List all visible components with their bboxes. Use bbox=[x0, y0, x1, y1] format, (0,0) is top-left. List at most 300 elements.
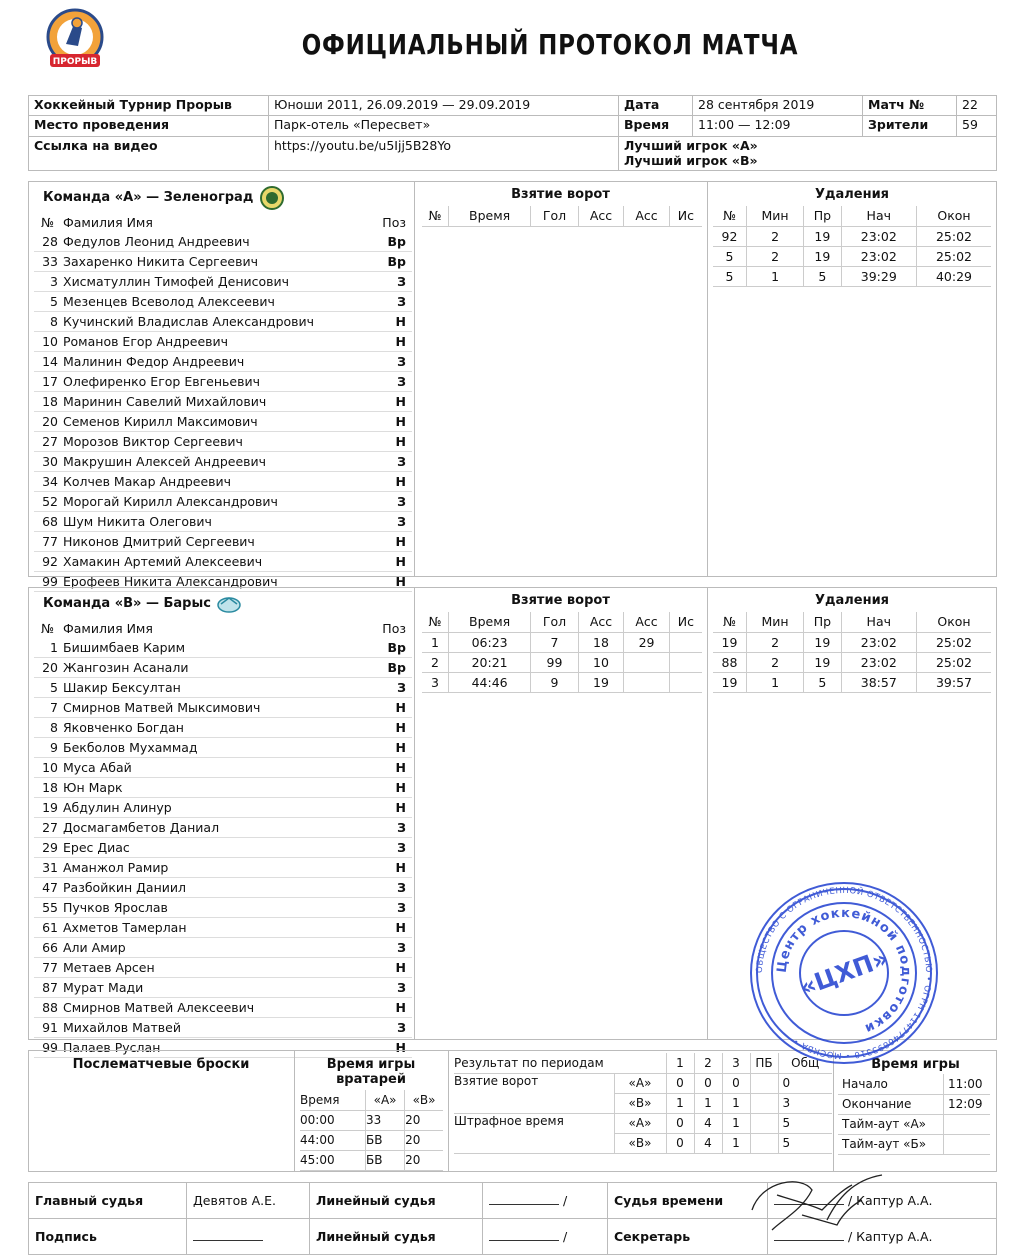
player-row bbox=[34, 292, 412, 312]
table-cell: 25:02 bbox=[917, 226, 991, 246]
player-name: Шакир Бексултан bbox=[60, 678, 379, 698]
player-position: Н bbox=[379, 572, 412, 592]
player-name: Бекболов Мухаммад bbox=[60, 738, 379, 758]
table-cell bbox=[624, 672, 670, 692]
team-b-penalties-title: Удаления bbox=[814, 593, 890, 608]
match-number-label: Матч № bbox=[863, 96, 957, 116]
roster-header-number: № bbox=[40, 215, 54, 230]
table-cell: 19 bbox=[804, 632, 841, 652]
period-value: 4 bbox=[694, 1113, 722, 1133]
table-cell: 7 bbox=[531, 632, 578, 652]
game-time-title: Время игры bbox=[871, 1057, 960, 1072]
column-header: Гол bbox=[531, 612, 578, 632]
player-number: 9 bbox=[34, 738, 60, 758]
head-referee-value: Девятов А.Е. bbox=[187, 1183, 310, 1219]
player-row bbox=[34, 658, 412, 678]
goalie-row bbox=[300, 1110, 443, 1130]
player-name: Семенов Кирилл Максимович bbox=[60, 412, 379, 432]
period-value: 0 bbox=[778, 1073, 832, 1093]
table-cell: 29 bbox=[624, 632, 670, 652]
team-b-logo bbox=[216, 594, 242, 617]
player-number: 30 bbox=[34, 452, 60, 472]
column-header: № bbox=[422, 612, 448, 632]
player-name: Морогай Кирилл Александрович bbox=[60, 492, 379, 512]
player-position: З bbox=[379, 292, 412, 312]
player-row bbox=[34, 858, 412, 878]
player-row bbox=[34, 232, 412, 252]
time-label: Время bbox=[619, 116, 693, 136]
player-number: 27 bbox=[34, 818, 60, 838]
table-cell: 5 bbox=[713, 246, 746, 266]
player-number: 52 bbox=[34, 492, 60, 512]
game-time-label: Окончание bbox=[838, 1094, 943, 1114]
player-name: Никонов Дмитрий Сергеевич bbox=[60, 532, 379, 552]
period-value bbox=[750, 1073, 778, 1093]
player-name: Федулов Леонид Андреевич bbox=[60, 232, 379, 252]
player-number: 20 bbox=[34, 658, 60, 678]
stamp-outer-text: ОБЩЕСТВО С ОГРАНИЧЕННОЙ ОТВЕТСТВЕННОСТЬЮ • ОГРН 1147746893310 • МОСКВА • bbox=[754, 885, 934, 1061]
page-title: ОФИЦИАЛЬНЫЙ ПРОТОКОЛ МАТЧА bbox=[301, 28, 799, 61]
player-position: Н bbox=[379, 1038, 412, 1058]
player-number: 88 bbox=[34, 998, 60, 1018]
table-cell: 5 bbox=[804, 672, 841, 692]
team-a-penalties-table bbox=[713, 206, 991, 287]
player-name: Хамакин Артемий Алексеевич bbox=[60, 552, 379, 572]
table-cell: 5 bbox=[804, 266, 841, 286]
handwritten-signature bbox=[742, 1170, 892, 1243]
table-cell: 39:57 bbox=[917, 672, 991, 692]
period-value bbox=[750, 1113, 778, 1133]
game-time-value: 11:00 bbox=[943, 1074, 990, 1094]
match-info-table bbox=[28, 95, 997, 171]
goals-header-row bbox=[422, 612, 702, 632]
player-row bbox=[34, 738, 412, 758]
team-marker: «А» bbox=[614, 1113, 666, 1133]
period-header: 1 bbox=[666, 1053, 694, 1073]
team-b-title: Команда «В» — Барыс bbox=[43, 596, 211, 611]
table-cell: 25:02 bbox=[917, 632, 991, 652]
player-position: Н bbox=[379, 698, 412, 718]
table-cell: «В» bbox=[405, 1090, 443, 1110]
player-number: 18 bbox=[34, 392, 60, 412]
table-cell: 19 bbox=[804, 226, 841, 246]
goalie-time-table bbox=[300, 1090, 443, 1171]
table-cell: 23:02 bbox=[841, 632, 916, 652]
head-referee-label: Главный судья bbox=[29, 1183, 187, 1219]
column-header: Ис bbox=[669, 206, 702, 226]
table-cell: 9 bbox=[531, 672, 578, 692]
player-row bbox=[34, 532, 412, 552]
player-number: 10 bbox=[34, 758, 60, 778]
player-number: 77 bbox=[34, 532, 60, 552]
table-cell: 38:57 bbox=[841, 672, 916, 692]
player-row bbox=[34, 678, 412, 698]
video-link[interactable]: https://youtu.be/u5Ijj5B28Yo bbox=[269, 136, 619, 170]
column-header: Окон bbox=[917, 206, 991, 226]
table-cell: 20 bbox=[405, 1150, 443, 1170]
player-name: Малинин Федор Андреевич bbox=[60, 352, 379, 372]
official-stamp bbox=[748, 880, 940, 1069]
player-position: Н bbox=[379, 532, 412, 552]
player-name: Макрушин Алексей Андреевич bbox=[60, 452, 379, 472]
player-number: 17 bbox=[34, 372, 60, 392]
player-number: 10 bbox=[34, 332, 60, 352]
player-row bbox=[34, 758, 412, 778]
period-value: 5 bbox=[778, 1113, 832, 1133]
period-value: 5 bbox=[778, 1133, 832, 1153]
penalty-row bbox=[713, 632, 991, 652]
column-header: Мин bbox=[746, 206, 803, 226]
player-number: 99 bbox=[34, 1038, 60, 1058]
table-cell: 2 bbox=[746, 652, 803, 672]
penalties-header-row bbox=[713, 612, 991, 632]
player-position: Н bbox=[379, 412, 412, 432]
player-position: Н bbox=[379, 472, 412, 492]
stamp-ring-text: Центр хоккейной подготовки bbox=[774, 905, 914, 1037]
penalties-header-row bbox=[713, 206, 991, 226]
column-header: Асс bbox=[578, 612, 624, 632]
player-name: Романов Егор Андреевич bbox=[60, 332, 379, 352]
player-position: З bbox=[379, 818, 412, 838]
player-position: Н bbox=[379, 312, 412, 332]
svg-text:ПРОРЫВ: ПРОРЫВ bbox=[52, 57, 98, 67]
table-cell bbox=[624, 652, 670, 672]
player-row bbox=[34, 552, 412, 572]
player-number: 34 bbox=[34, 472, 60, 492]
player-number: 8 bbox=[34, 312, 60, 332]
player-row bbox=[34, 332, 412, 352]
linesman-2-label: Линейный судья bbox=[310, 1219, 483, 1255]
player-name: Палаев Руслан bbox=[60, 1038, 379, 1058]
player-row bbox=[34, 432, 412, 452]
game-time-label: Тайм-аут «Б» bbox=[838, 1134, 943, 1154]
player-row bbox=[34, 958, 412, 978]
table-cell: 19 bbox=[804, 652, 841, 672]
player-row bbox=[34, 918, 412, 938]
period-row bbox=[454, 1113, 832, 1133]
period-header: Общ bbox=[778, 1053, 832, 1073]
player-number: 31 bbox=[34, 858, 60, 878]
player-name: Михайлов Матвей bbox=[60, 1018, 379, 1038]
period-value: 0 bbox=[666, 1133, 694, 1153]
player-name: Хисматуллин Тимофей Денисович bbox=[60, 272, 379, 292]
period-header: 2 bbox=[694, 1053, 722, 1073]
player-name: Досмагамбетов Даниал bbox=[60, 818, 379, 838]
player-position: З bbox=[379, 978, 412, 998]
table-cell: Время bbox=[300, 1090, 366, 1110]
player-position: З bbox=[379, 938, 412, 958]
player-number: 29 bbox=[34, 838, 60, 858]
player-position: З bbox=[379, 512, 412, 532]
column-header: Окон bbox=[917, 612, 991, 632]
table-cell: 25:02 bbox=[917, 246, 991, 266]
player-name: Ахметов Тамерлан bbox=[60, 918, 379, 938]
player-number: 5 bbox=[34, 292, 60, 312]
player-number: 99 bbox=[34, 572, 60, 592]
table-cell: 99 bbox=[531, 652, 578, 672]
player-number: 87 bbox=[34, 978, 60, 998]
goal-row bbox=[422, 672, 702, 692]
player-name: Метаев Арсен bbox=[60, 958, 379, 978]
player-position: З bbox=[379, 452, 412, 472]
table-cell: 23:02 bbox=[841, 246, 916, 266]
team-marker: «В» bbox=[614, 1093, 666, 1113]
goal-row bbox=[422, 652, 702, 672]
team-b-goals-table bbox=[422, 612, 702, 693]
penalty-row bbox=[713, 266, 991, 286]
goalie-row bbox=[300, 1130, 443, 1150]
table-cell: 00:00 bbox=[300, 1110, 366, 1130]
team-a-logo bbox=[260, 186, 284, 213]
periods-title: Результат по периодам bbox=[454, 1053, 666, 1073]
period-value: 1 bbox=[722, 1113, 750, 1133]
player-position: Н bbox=[379, 392, 412, 412]
table-cell: 20 bbox=[405, 1110, 443, 1130]
penalty-row bbox=[713, 672, 991, 692]
column-header: Время bbox=[448, 612, 530, 632]
player-name: Колчев Макар Андреевич bbox=[60, 472, 379, 492]
player-name: Мурат Мади bbox=[60, 978, 379, 998]
roster-header-name: Фамилия Имя bbox=[63, 215, 153, 230]
player-position: Н bbox=[379, 998, 412, 1018]
column-header: Мин bbox=[746, 612, 803, 632]
period-value: 0 bbox=[666, 1073, 694, 1093]
player-row bbox=[34, 778, 412, 798]
tournament-label: Хоккейный Турнир Прорыв bbox=[29, 96, 269, 116]
player-name: Смирнов Матвей Алексеевич bbox=[60, 998, 379, 1018]
team-a-roster bbox=[34, 213, 412, 592]
best-players-cell bbox=[619, 136, 997, 170]
player-number: 7 bbox=[34, 698, 60, 718]
divider bbox=[294, 1050, 295, 1172]
table-cell: 88 bbox=[713, 652, 746, 672]
player-row bbox=[34, 312, 412, 332]
column-header: Пр bbox=[804, 206, 841, 226]
team-b-goals-title: Взятие ворот bbox=[511, 593, 610, 608]
table-cell: 20:21 bbox=[448, 652, 530, 672]
player-row bbox=[34, 878, 412, 898]
player-position: Н bbox=[379, 918, 412, 938]
table-cell: 19 bbox=[804, 246, 841, 266]
player-name: Яковченко Богдан bbox=[60, 718, 379, 738]
goalie-time-title: Время игры вратарей bbox=[326, 1057, 416, 1087]
player-number: 27 bbox=[34, 432, 60, 452]
game-time-value: 12:09 bbox=[943, 1094, 990, 1114]
column-header: Асс bbox=[624, 206, 670, 226]
player-name: Морозов Виктор Сергеевич bbox=[60, 432, 379, 452]
player-row bbox=[34, 718, 412, 738]
player-number: 68 bbox=[34, 512, 60, 532]
team-marker: «В» bbox=[614, 1133, 666, 1153]
period-header: ПБ bbox=[750, 1053, 778, 1073]
game-time-row bbox=[838, 1134, 990, 1154]
player-number: 55 bbox=[34, 898, 60, 918]
game-time-row bbox=[838, 1114, 990, 1134]
table-cell: 1 bbox=[746, 266, 803, 286]
player-position: Н bbox=[379, 798, 412, 818]
secretary-label: Секретарь bbox=[608, 1219, 768, 1255]
roster-header-number: № bbox=[40, 621, 54, 636]
signature-label: Подпись bbox=[29, 1219, 187, 1255]
player-position: Н bbox=[379, 758, 412, 778]
team-a-goals-table bbox=[422, 206, 702, 227]
penalty-row bbox=[713, 226, 991, 246]
player-number: 1 bbox=[34, 638, 60, 658]
player-position: Н bbox=[379, 958, 412, 978]
table-cell: БВ bbox=[366, 1150, 405, 1170]
table-cell: 5 bbox=[713, 266, 746, 286]
table-cell bbox=[669, 632, 702, 652]
goalie-row bbox=[300, 1150, 443, 1170]
table-cell: 1 bbox=[746, 672, 803, 692]
player-row bbox=[34, 492, 412, 512]
player-position: Н bbox=[379, 552, 412, 572]
player-position: Н bbox=[379, 432, 412, 452]
table-cell: 44:00 bbox=[300, 1130, 366, 1150]
game-time-row bbox=[838, 1074, 990, 1094]
spectators-value: 59 bbox=[957, 116, 997, 136]
venue-value: Парк-отель «Пересвет» bbox=[269, 116, 619, 136]
table-cell: 25:02 bbox=[917, 652, 991, 672]
player-number: 3 bbox=[34, 272, 60, 292]
divider bbox=[707, 181, 708, 577]
player-name: Бишимбаев Карим bbox=[60, 638, 379, 658]
divider bbox=[707, 587, 708, 1040]
table-cell: 45:00 bbox=[300, 1150, 366, 1170]
period-value: 0 bbox=[666, 1113, 694, 1133]
player-position: З bbox=[379, 492, 412, 512]
table-cell: 20 bbox=[405, 1130, 443, 1150]
player-position: Н bbox=[379, 738, 412, 758]
goals-header-row bbox=[422, 206, 702, 226]
roster-header-position: Поз bbox=[382, 215, 406, 230]
penalty-row bbox=[713, 246, 991, 266]
table-cell: 40:29 bbox=[917, 266, 991, 286]
game-time-value bbox=[943, 1114, 990, 1134]
player-position: Н bbox=[379, 858, 412, 878]
player-number: 61 bbox=[34, 918, 60, 938]
player-row bbox=[34, 898, 412, 918]
player-number: 8 bbox=[34, 718, 60, 738]
player-number: 92 bbox=[34, 552, 60, 572]
table-cell bbox=[669, 672, 702, 692]
best-player-a-label: Лучший игрок «А» bbox=[624, 137, 758, 153]
player-number: 14 bbox=[34, 352, 60, 372]
table-cell: «А» bbox=[366, 1090, 405, 1110]
table-cell: 1 bbox=[422, 632, 448, 652]
player-position: З bbox=[379, 352, 412, 372]
divider bbox=[414, 587, 415, 1040]
divider bbox=[448, 1050, 449, 1172]
period-value: 1 bbox=[666, 1093, 694, 1113]
column-header: № bbox=[713, 612, 746, 632]
player-position: З bbox=[379, 372, 412, 392]
team-marker: «А» bbox=[614, 1073, 666, 1093]
column-header: № bbox=[713, 206, 746, 226]
player-name: Жангозин Асанали bbox=[60, 658, 379, 678]
player-number: 66 bbox=[34, 938, 60, 958]
table-cell: БВ bbox=[366, 1130, 405, 1150]
player-row bbox=[34, 798, 412, 818]
player-row bbox=[34, 998, 412, 1018]
player-number: 28 bbox=[34, 232, 60, 252]
column-header: Асс bbox=[578, 206, 624, 226]
player-name: Маринин Савелий Михайлович bbox=[60, 392, 379, 412]
player-position: Н bbox=[379, 778, 412, 798]
video-label: Ссылка на видео bbox=[29, 136, 269, 170]
column-header: Асс bbox=[624, 612, 670, 632]
signature-value bbox=[187, 1219, 310, 1255]
player-name: Ерофеев Никита Александрович bbox=[60, 572, 379, 592]
period-value: 0 bbox=[694, 1073, 722, 1093]
player-row bbox=[34, 452, 412, 472]
player-position: З bbox=[379, 878, 412, 898]
stamp-center-text: «ЦХП» bbox=[796, 944, 892, 1002]
table-cell: 19 bbox=[713, 672, 746, 692]
team-a-title: Команда «А» — Зеленоград bbox=[43, 190, 254, 205]
player-name: Пучков Ярослав bbox=[60, 898, 379, 918]
player-position: Вр bbox=[379, 252, 412, 272]
table-cell: 23:02 bbox=[841, 652, 916, 672]
player-row bbox=[34, 392, 412, 412]
date-label: Дата bbox=[619, 96, 693, 116]
column-header: Время bbox=[448, 206, 530, 226]
goals-row-label: Взятие ворот bbox=[454, 1073, 614, 1113]
player-row bbox=[34, 352, 412, 372]
player-name: Мезенцев Всеволод Алексеевич bbox=[60, 292, 379, 312]
player-name: Аманжол Рамир bbox=[60, 858, 379, 878]
player-row bbox=[34, 818, 412, 838]
player-number: 77 bbox=[34, 958, 60, 978]
player-position: З bbox=[379, 1018, 412, 1038]
timekeeper-value: / Каптур А.А. bbox=[768, 1183, 997, 1219]
period-value bbox=[750, 1093, 778, 1113]
divider bbox=[414, 181, 415, 577]
column-header: Пр bbox=[804, 612, 841, 632]
table-cell bbox=[669, 652, 702, 672]
table-cell: 19 bbox=[713, 632, 746, 652]
column-header: Ис bbox=[669, 612, 702, 632]
secretary-value: / Каптур А.А. bbox=[768, 1219, 997, 1255]
shootouts-title: Послематчевые броски bbox=[72, 1057, 250, 1072]
player-row bbox=[34, 1018, 412, 1038]
player-position: Н bbox=[379, 718, 412, 738]
player-number: 5 bbox=[34, 678, 60, 698]
game-time-row bbox=[838, 1094, 990, 1114]
player-name: Захаренко Никита Сергеевич bbox=[60, 252, 379, 272]
player-number: 47 bbox=[34, 878, 60, 898]
team-b-penalties-table bbox=[713, 612, 991, 693]
player-position: Н bbox=[379, 332, 412, 352]
table-cell: 92 bbox=[713, 226, 746, 246]
player-name: Смирнов Матвей Мыксимович bbox=[60, 698, 379, 718]
period-row bbox=[454, 1073, 832, 1093]
player-row bbox=[34, 838, 412, 858]
table-cell: 3 bbox=[422, 672, 448, 692]
player-row bbox=[34, 698, 412, 718]
player-row bbox=[34, 472, 412, 492]
column-header: Гол bbox=[531, 206, 578, 226]
linesman-2-value: / bbox=[483, 1219, 608, 1255]
player-row bbox=[34, 412, 412, 432]
player-number: 33 bbox=[34, 252, 60, 272]
table-cell: 2 bbox=[746, 632, 803, 652]
venue-label: Место проведения bbox=[29, 116, 269, 136]
penalty-row-label: Штрафное время bbox=[454, 1113, 614, 1153]
player-number: 19 bbox=[34, 798, 60, 818]
player-name: Абдулин Алинур bbox=[60, 798, 379, 818]
player-position: З bbox=[379, 678, 412, 698]
